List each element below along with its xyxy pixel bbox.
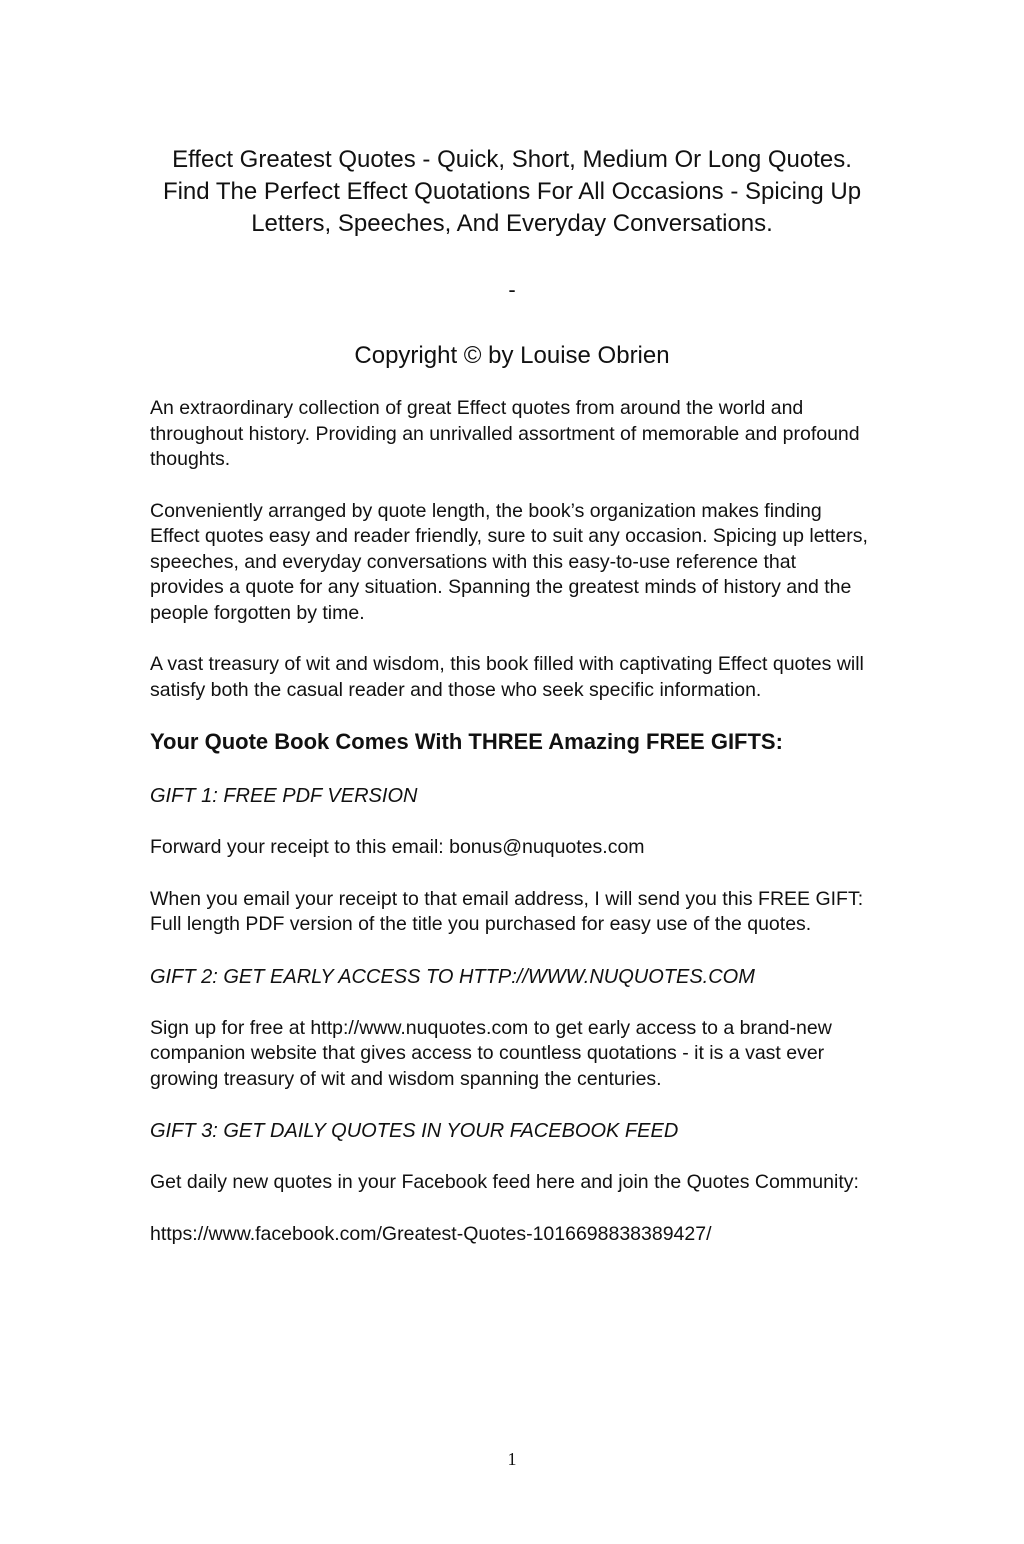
gift-1-title: GIFT 1: FREE PDF VERSION bbox=[150, 785, 418, 807]
gift-2-body: Sign up for free at http://www.nuquotes.com to get early access to a brand-new companion website that gives access to countless quotations - it is a vast ever growing treasury of wit and wisdom spanning the centuries. bbox=[150, 1016, 832, 1090]
intro-paragraph-3: A vast treasury of wit and wisdom, this book filled with captivating Effect quotes will satisfy both the casual reader and those who seek specific information. bbox=[150, 653, 864, 701]
gift-3-title: GIFT 3: GET DAILY QUOTES IN YOUR FACEBOOK FEED bbox=[150, 1120, 679, 1142]
intro-paragraph-1: An extraordinary collection of great Effect quotes from around the world and throughout history. Providing an unrivalled assortment of memorable and profound thoughts. bbox=[150, 397, 860, 470]
facebook-link[interactable]: https://www.facebook.com/Greatest-Quotes-1016698838389427/ bbox=[150, 1222, 712, 1245]
gift-3-body: Get daily new quotes in your Facebook feed here and join the Quotes Community: bbox=[150, 1171, 859, 1193]
gift-1-body: When you email your receipt to that email address, I will send you this FREE GIFT: Full length PDF version of the title you purchased for easy use of the quotes. bbox=[150, 887, 864, 935]
copyright-line: Copyright © by Louise Obrien bbox=[354, 342, 670, 369]
document-page bbox=[150, 144, 874, 1247]
document-title: Effect Greatest Quotes - Quick, Short, Medium Or Long Quotes. Find The Perfect Effect Quotations For All Occasions - Spicing Up Letters, Speeches, And Everyday Conversations. bbox=[162, 146, 862, 237]
intro-paragraph-2: Conveniently arranged by quote length, the book’s organization makes finding Effect quotes easy and reader friendly, sure to suit any occasion. Spicing up letters, speeches, and everyday conversations with this easy-to-use reference that provides a quote for any situation. Spanning the greatest minds of history and the people forgotten by time. bbox=[150, 499, 868, 624]
page-number: 1 bbox=[507, 1449, 517, 1469]
gift-1-email-line: Forward your receipt to this email: bonus@nuquotes.com bbox=[150, 836, 645, 858]
gifts-heading: Your Quote Book Comes With THREE Amazing FREE GIFTS: bbox=[150, 729, 783, 754]
title-separator: - bbox=[508, 277, 516, 302]
gift-2-title: GIFT 2: GET EARLY ACCESS TO HTTP://WWW.NUQUOTES.COM bbox=[150, 965, 755, 988]
